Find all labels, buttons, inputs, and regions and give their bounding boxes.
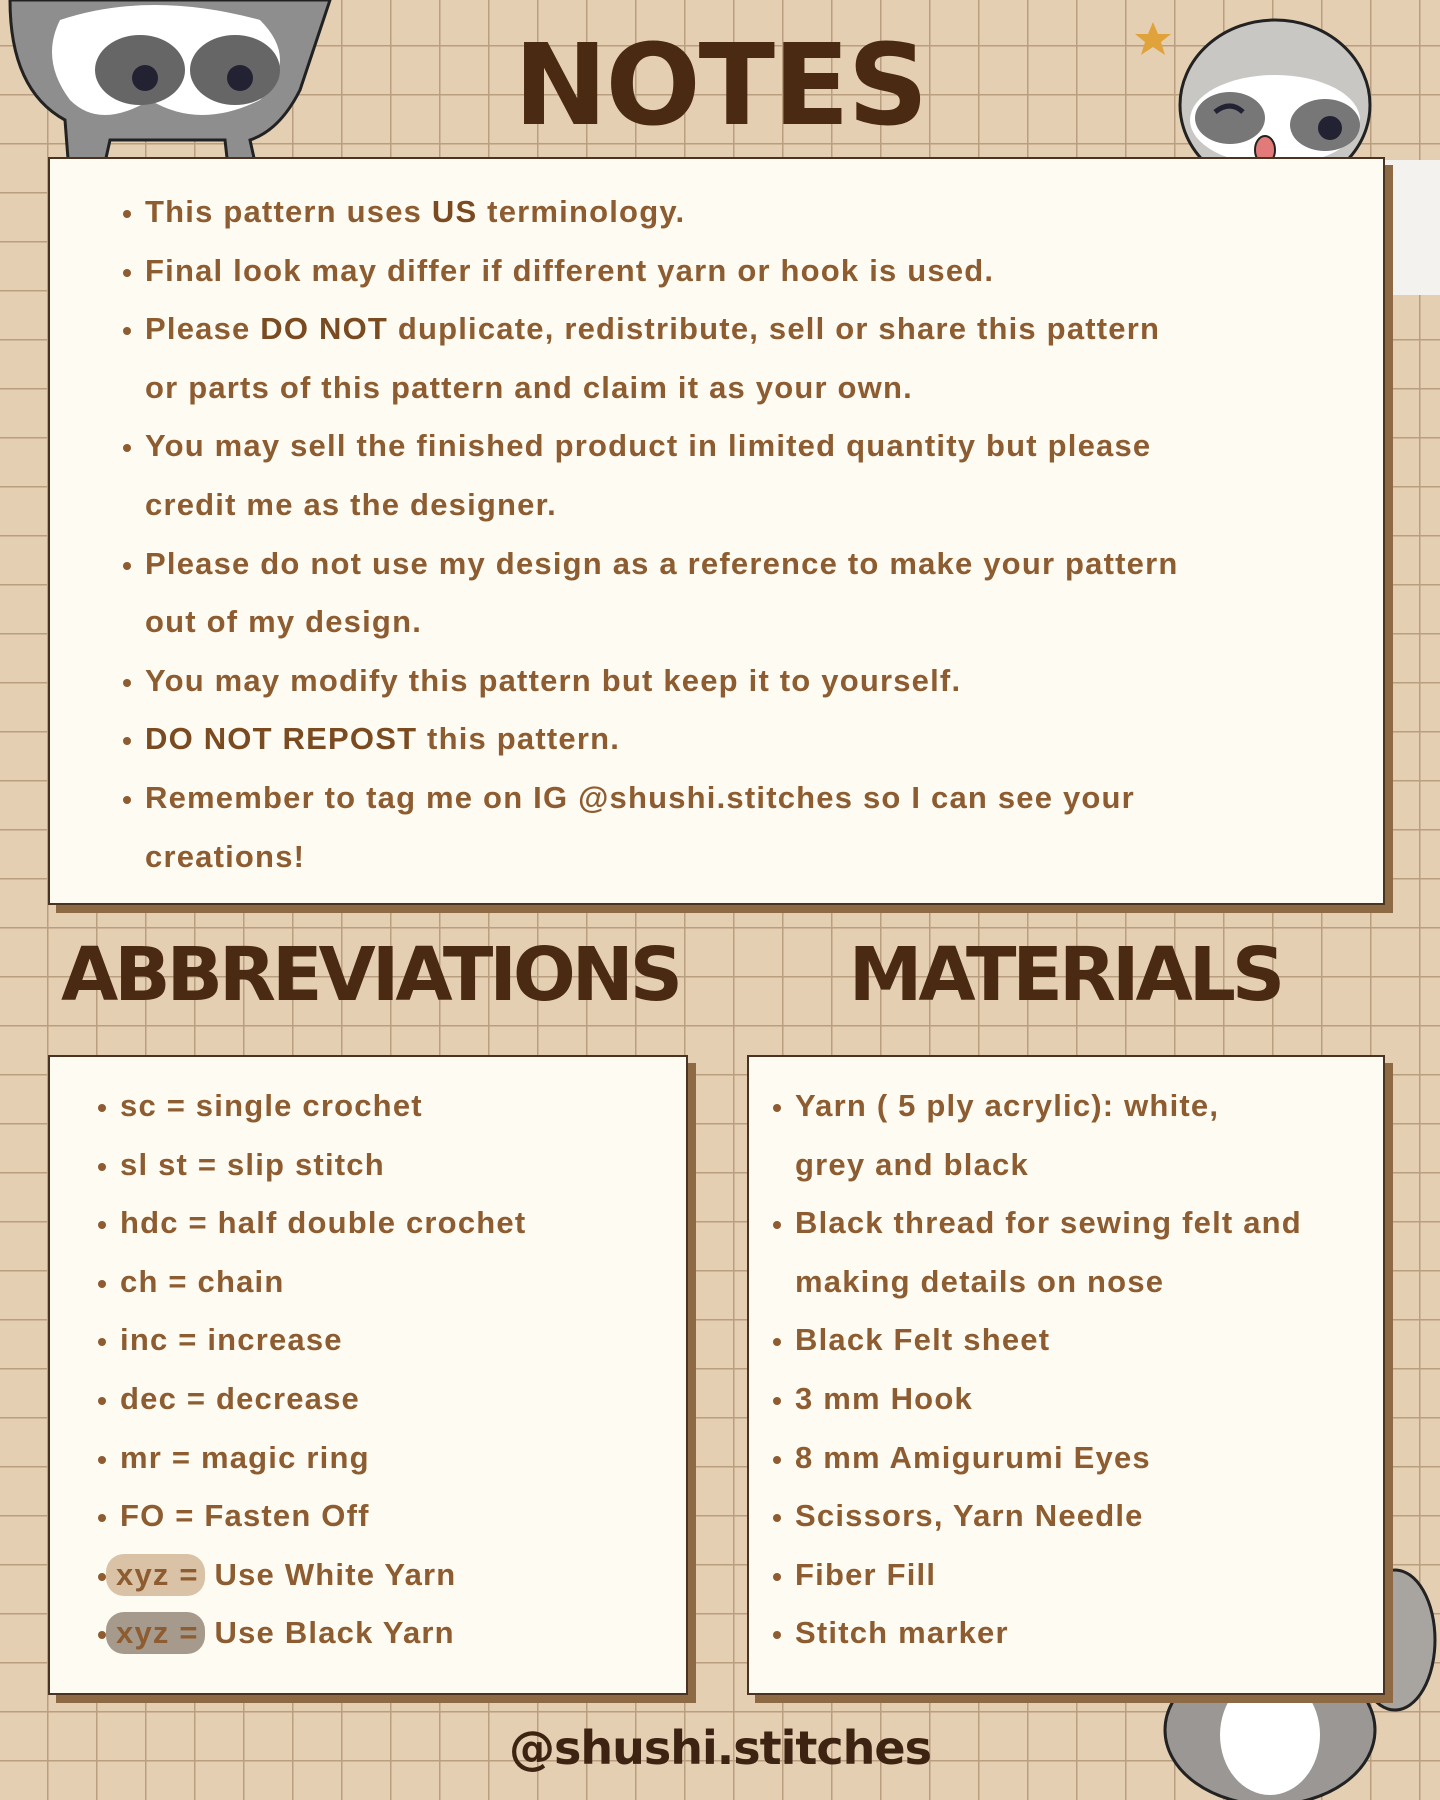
abbreviations-card <box>48 1055 688 1695</box>
notes-title: NOTES <box>513 21 927 151</box>
black-yarn-swatch: xyz = <box>106 1612 205 1654</box>
abbreviation-item: dec = decrease <box>120 1370 526 1429</box>
note-item: Remember to tag me on IG @shushi.stitches so I can see your <box>145 769 1179 828</box>
abbreviation-item: hdc = half double crochet <box>120 1194 526 1253</box>
material-item: Fiber Fill <box>795 1546 1302 1605</box>
material-item: Yarn ( 5 ply acrylic): white, <box>795 1077 1302 1136</box>
note-item-continued: credit me as the designer. <box>145 486 557 522</box>
abbreviation-item: mr = magic ring <box>120 1429 526 1488</box>
note-item: Please DO NOT duplicate, redistribute, sell or share this pattern <box>145 300 1179 359</box>
abbreviation-item: inc = increase <box>120 1311 526 1370</box>
material-item: 8 mm Amigurumi Eyes <box>795 1429 1302 1488</box>
abbreviation-item: ch = chain <box>120 1253 526 1312</box>
note-item: Please do not use my design as a reference to make your pattern <box>145 535 1179 594</box>
materials-list <box>795 1077 1302 1663</box>
note-item: This pattern uses US terminology. <box>145 183 1179 242</box>
abbreviations-title: ABBREVIATIONS <box>60 932 680 1018</box>
note-item: Final look may differ if different yarn or hook is used. <box>145 242 1179 301</box>
abbreviation-item: sc = single crochet <box>120 1077 526 1136</box>
white-yarn-swatch: xyz = <box>106 1554 205 1596</box>
note-item: You may sell the finished product in limited quantity but please <box>145 417 1179 476</box>
notes-list <box>145 183 1179 886</box>
notes-card <box>48 157 1385 905</box>
material-item-continued: grey and black <box>795 1146 1029 1182</box>
abbreviation-item: FO = Fasten Off <box>120 1487 526 1546</box>
material-item: 3 mm Hook <box>795 1370 1302 1429</box>
note-item-continued: or parts of this pattern and claim it as your own. <box>145 369 913 405</box>
legend-black-yarn: xyz = Use Black Yarn <box>120 1604 526 1663</box>
material-item: Scissors, Yarn Needle <box>795 1487 1302 1546</box>
legend-white-yarn: xyz = Use White Yarn <box>120 1546 526 1605</box>
material-item: Black Felt sheet <box>795 1311 1302 1370</box>
material-item-continued: making details on nose <box>795 1263 1165 1299</box>
note-item-continued: creations! <box>145 838 306 874</box>
note-item: DO NOT REPOST this pattern. <box>145 710 1179 769</box>
material-item: Stitch marker <box>795 1604 1302 1663</box>
footer-handle: @shushi.stitches <box>509 1721 931 1775</box>
materials-title: MATERIALS <box>848 932 1282 1018</box>
note-item-continued: out of my design. <box>145 604 423 640</box>
material-item: Black thread for sewing felt and <box>795 1194 1302 1253</box>
abbreviations-list <box>116 1077 527 1663</box>
materials-card <box>747 1055 1385 1695</box>
note-item: You may modify this pattern but keep it to yourself. <box>145 652 1179 711</box>
abbreviation-item: sl st = slip stitch <box>120 1136 526 1195</box>
